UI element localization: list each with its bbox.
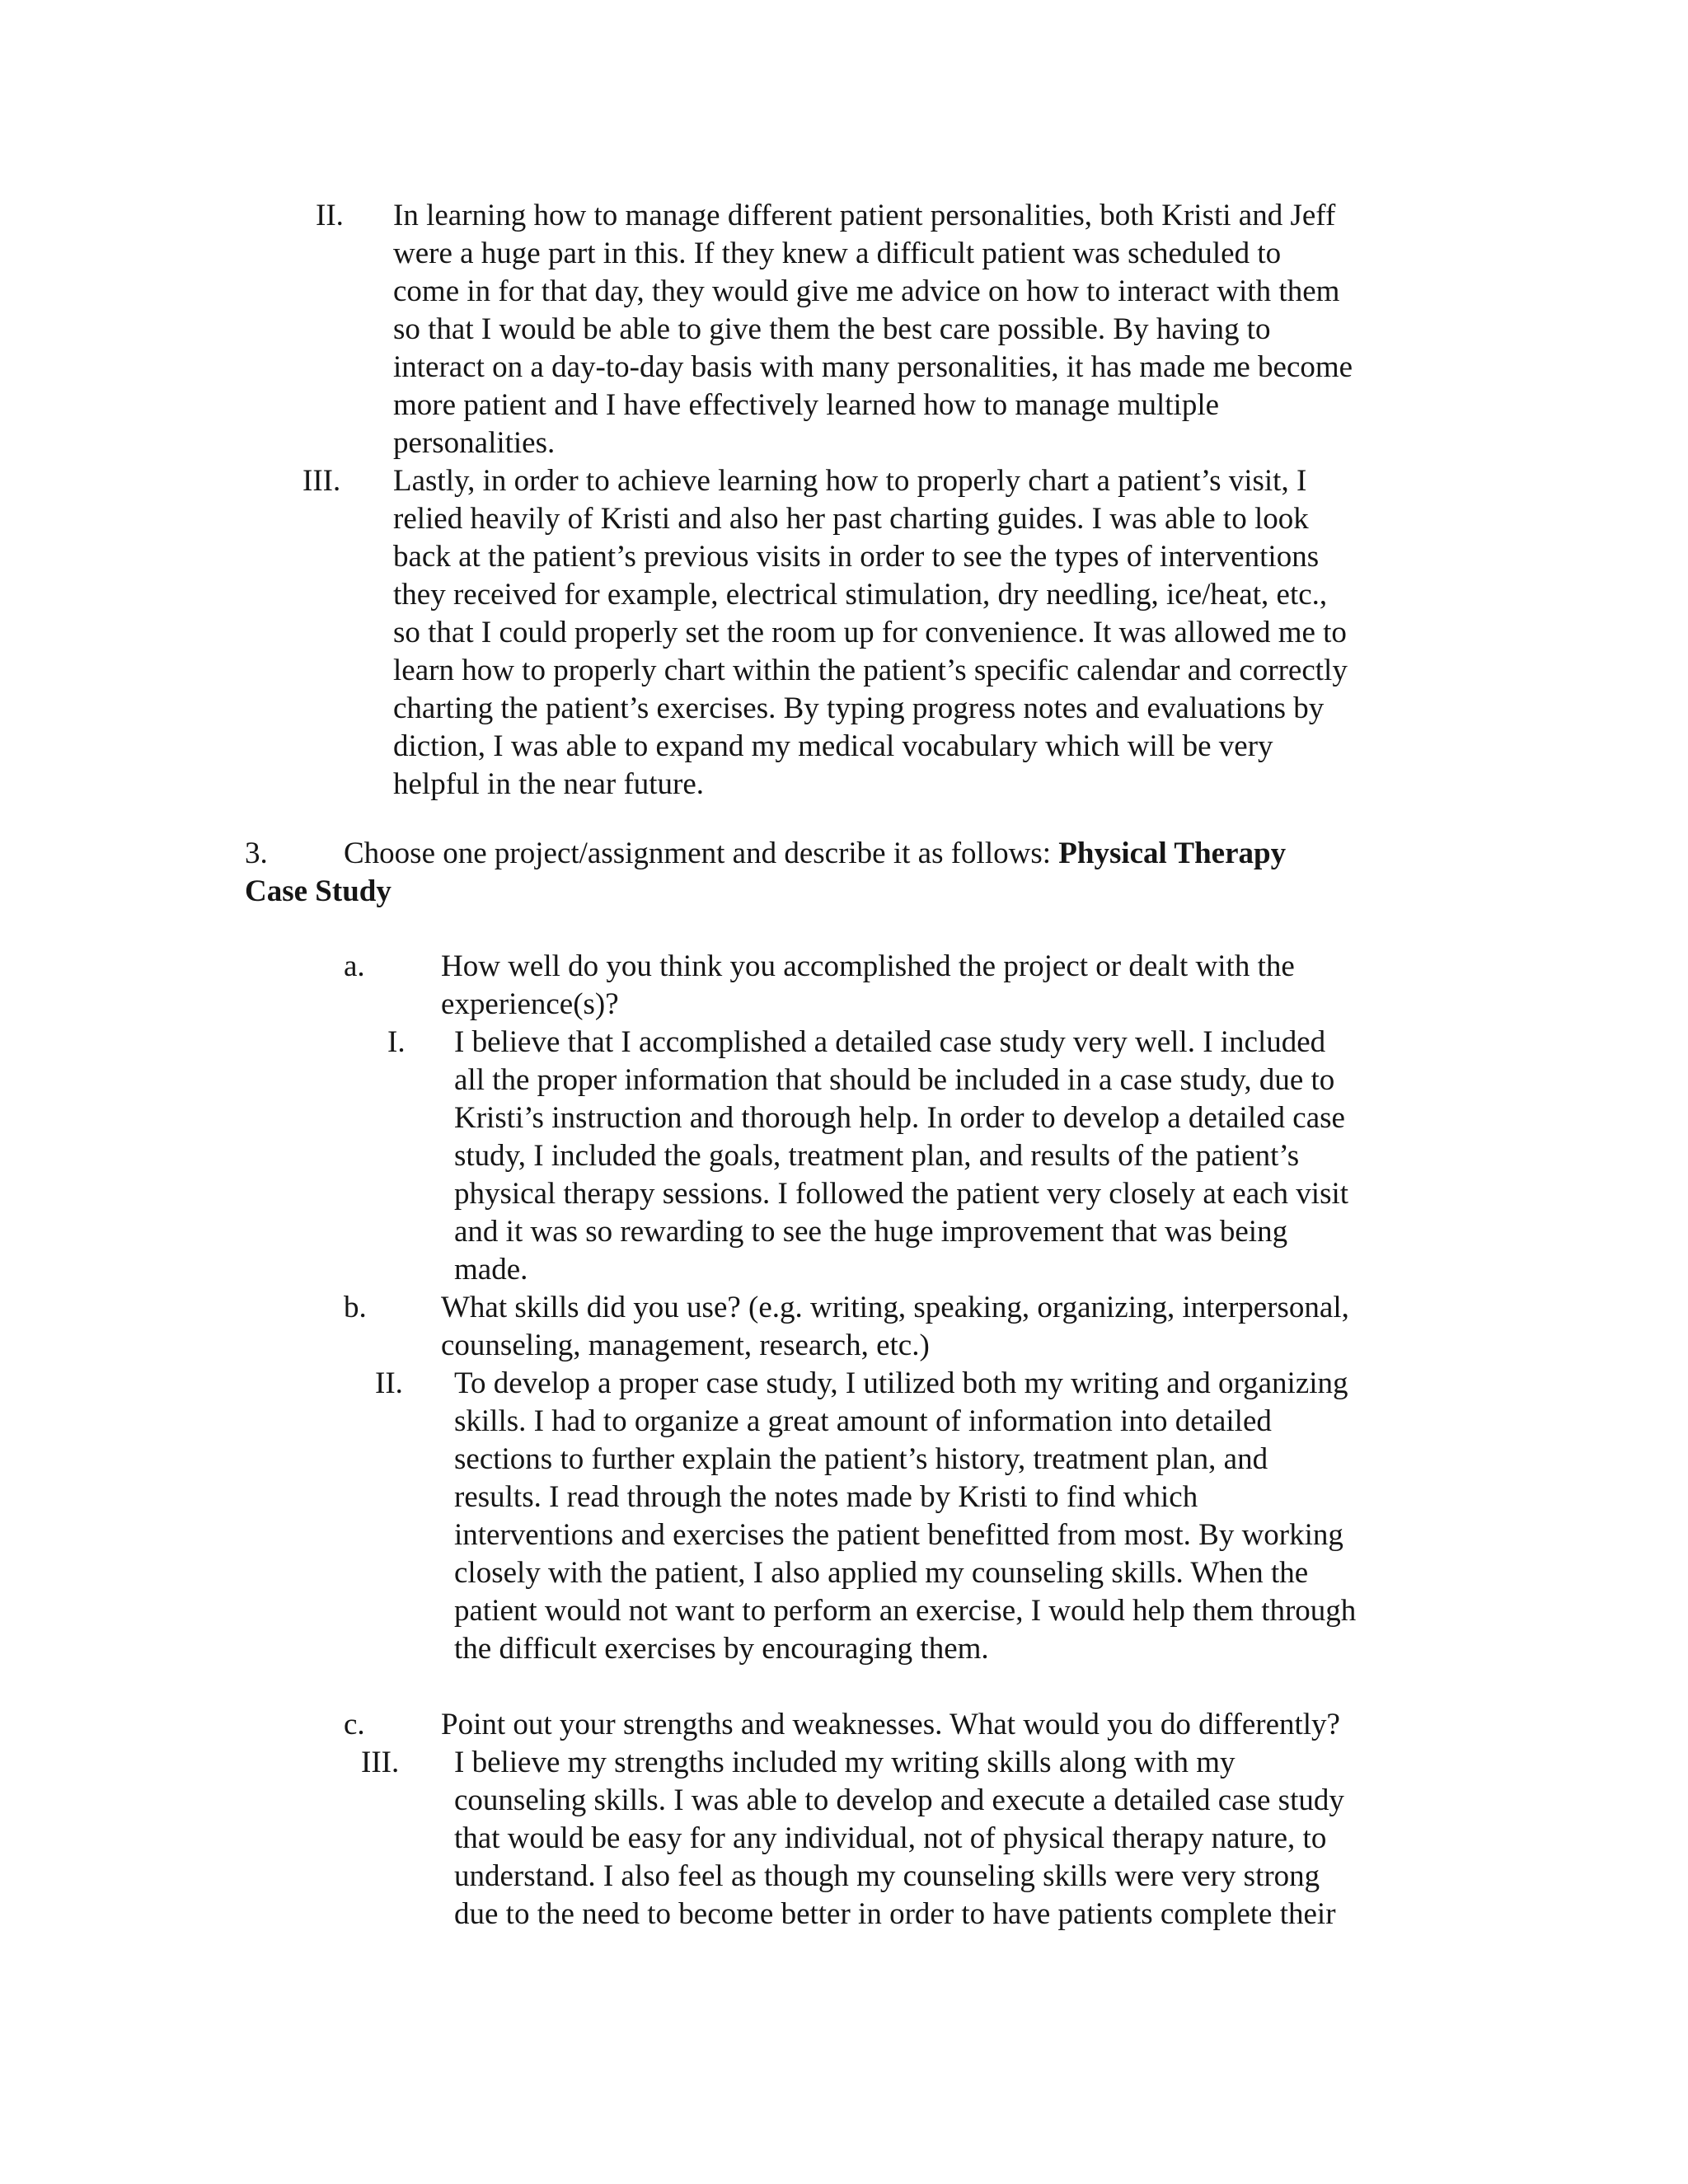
text-line: the difficult exercises by encouraging them. — [454, 1632, 989, 1666]
text-line: To develop a proper case study, I utilized both my writing and organizing — [454, 1366, 1348, 1400]
sub-question-letter: c. — [344, 1708, 365, 1741]
text-line: come in for that day, they would give me advice on how to interact with them — [393, 274, 1340, 308]
text-line: physical therapy sessions. I followed the patient very closely at each visit — [454, 1177, 1349, 1211]
text-line: helpful in the near future. — [393, 767, 705, 801]
answer-marker: I. — [387, 1025, 406, 1059]
item-paragraph — [393, 197, 1353, 462]
text-line: diction, I was able to expand my medical vocabulary which will be very — [393, 729, 1273, 763]
text-line: so that I could properly set the room up for convenience. It was allowed me to — [393, 616, 1347, 649]
text-line: counseling skills. I was able to develop and execute a detailed case study — [454, 1783, 1344, 1817]
text-line: How well do you think you accomplished the project or dealt with the — [441, 949, 1295, 983]
text-line: Kristi’s instruction and thorough help. In order to develop a detailed case — [454, 1101, 1345, 1135]
text-line: results. I read through the notes made by Kristi to find which — [454, 1480, 1198, 1514]
text-line: patient would not want to perform an exercise, I would help them through — [454, 1594, 1357, 1628]
question-heading — [344, 835, 1286, 873]
answer-marker: II. — [375, 1366, 403, 1400]
text-line: Lastly, in order to achieve learning how to properly chart a patient’s visit, I — [393, 464, 1307, 498]
text-line: personalities. — [393, 426, 556, 460]
item-paragraph — [393, 462, 1348, 804]
item-marker: III. — [302, 464, 341, 498]
text-line: relied heavily of Kristi and also her past charting guides. I was able to look — [393, 502, 1309, 536]
answer-paragraph — [454, 1744, 1344, 1933]
item-marker: II. — [316, 199, 344, 232]
text-line: back at the patient’s previous visits in order to see the types of interventions — [393, 540, 1320, 574]
sub-question-text — [441, 1289, 1349, 1365]
project-title-part1: Physical Therapy — [1058, 837, 1287, 870]
text-line: all the proper information that should be included in a case study, due to — [454, 1063, 1335, 1097]
text-line: closely with the patient, I also applied my counseling skills. When the — [454, 1556, 1309, 1590]
text-line: interventions and exercises the patient benefitted from most. By working — [454, 1518, 1343, 1552]
text-line: were a huge part in this. If they knew a difficult patient was scheduled to — [393, 237, 1282, 270]
text-line: I believe my strengths included my writing skills along with my — [454, 1746, 1236, 1779]
text-line: they received for example, electrical stimulation, dry needling, ice/heat, etc., — [393, 578, 1328, 612]
text-line: sections to further explain the patient’s history, treatment plan, and — [454, 1442, 1268, 1476]
question-line — [344, 835, 1286, 873]
sub-question-letter: b. — [344, 1291, 367, 1324]
text-line: due to the need to become better in order to have patients complete their — [454, 1897, 1336, 1931]
text-line: more patient and I have effectively learned how to manage multiple — [393, 388, 1220, 422]
text-line: interact on a day-to-day basis with many personalities, it has made me become — [393, 350, 1353, 384]
text-line: What skills did you use? (e.g. writing, speaking, organizing, interpersonal, — [441, 1291, 1349, 1324]
text-line: I believe that I accomplished a detailed case study very well. I included — [454, 1025, 1326, 1059]
answer-paragraph — [454, 1365, 1356, 1668]
question-text: Choose one project/assignment and describe it as follows: — [344, 837, 1059, 870]
question-number: 3. — [245, 837, 268, 870]
text-line: study, I included the goals, treatment plan, and results of the patient’s — [454, 1139, 1300, 1173]
text-line: and it was so rewarding to see the huge improvement that was being — [454, 1215, 1288, 1249]
text-line: charting the patient’s exercises. By typing progress notes and evaluations by — [393, 691, 1325, 725]
text-line: Point out your strengths and weaknesses. What would you do differently? — [441, 1708, 1340, 1741]
text-line: that would be easy for any individual, not of physical therapy nature, to — [454, 1821, 1327, 1855]
text-line: learn how to properly chart within the patient’s specific calendar and correctly — [393, 654, 1348, 687]
sub-question-letter: a. — [344, 949, 365, 983]
text-line: experience(s)? — [441, 987, 619, 1021]
text-line: In learning how to manage different patient personalities, both Kristi and Jeff — [393, 199, 1336, 232]
answer-marker: III. — [361, 1746, 400, 1779]
text-line: understand. I also feel as though my counseling skills were very strong — [454, 1859, 1320, 1893]
sub-question-text — [441, 948, 1295, 1024]
project-title-part2: Case Study — [245, 874, 392, 908]
answer-paragraph — [454, 1024, 1348, 1289]
text-line: made. — [454, 1253, 528, 1286]
text-line: counseling, management, research, etc.) — [441, 1329, 930, 1362]
text-line: skills. I had to organize a great amount of information into detailed — [454, 1404, 1272, 1438]
sub-question-text — [441, 1706, 1340, 1744]
text-line: so that I would be able to give them the best care possible. By having to — [393, 312, 1271, 346]
